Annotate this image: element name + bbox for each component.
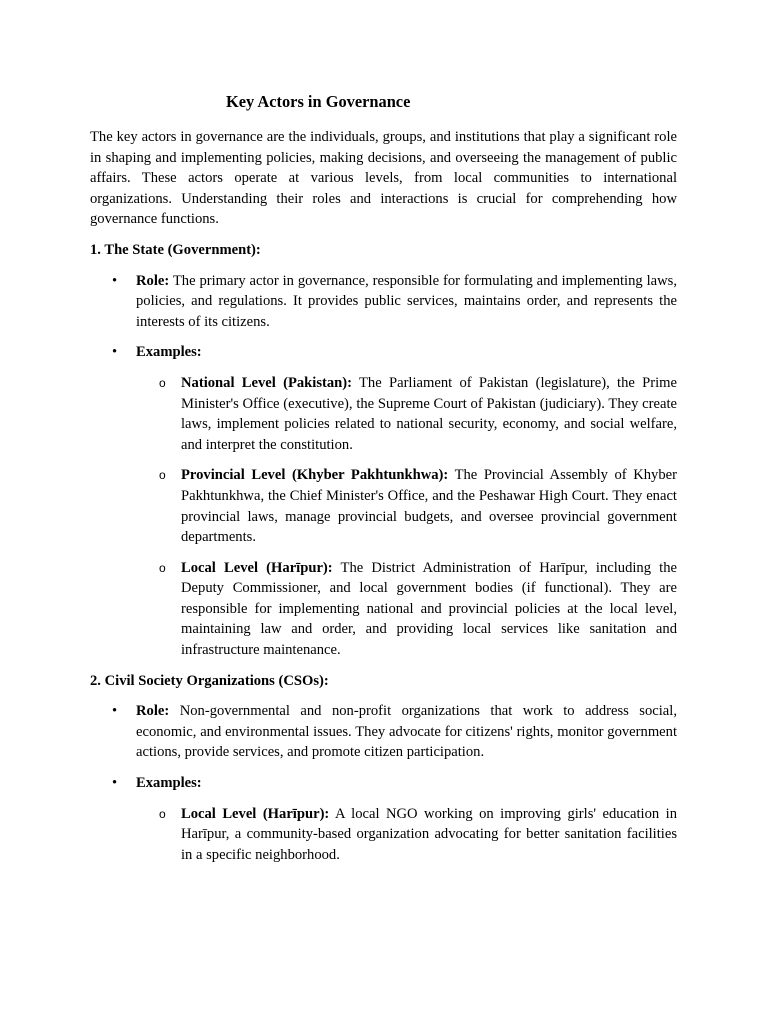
example-text: The District Administration of Harīpur, including the Deputy Commissioner, and local government bodies (if functional). They are responsible for implementing national and provincial policies at the local level, maintaining law and order, and providing local services like sanitation and infrastructure maintenance. (181, 559, 677, 659)
role-label: Role: (136, 703, 170, 720)
circle-bullet-icon: o (159, 560, 166, 575)
bullet-list (90, 271, 677, 661)
list-item (90, 701, 677, 763)
sub-list-item (136, 558, 677, 661)
list-item (90, 342, 677, 660)
sub-bullet-list (136, 373, 677, 661)
example-label: National Level (Pakistan): (181, 374, 353, 391)
sub-list-item (136, 804, 677, 866)
bullet-icon: • (112, 775, 118, 792)
example-text: A local NGO working on improving girls' education in Harīpur, a community-based organization advocating for better sanitation facilities in a specific neighborhood. (181, 805, 678, 863)
document-page (90, 90, 677, 875)
list-item (90, 271, 677, 333)
section (90, 671, 677, 866)
bullet-icon: • (112, 703, 118, 720)
example-text: The Provincial Assembly of Khyber Pakhtunkhwa, the Chief Minister's Office, and the Peshawar High Court. They enact provincial laws, manage provincial budgets, and oversee provincial government departments. (181, 467, 677, 546)
sub-list-item (136, 373, 677, 455)
example-label: Local Level (Harīpur): (181, 559, 333, 576)
role-text: Non-governmental and non-profit organizations that work to address social, economic, and environmental issues. They advocate for citizens' rights, monitor government actions, provide services, and promote citizen participation. (136, 703, 677, 761)
role-text: The primary actor in governance, responsible for formulating and implementing laws, policies, and regulations. It provides public services, maintains order, and represents the interests of its citizens. (136, 272, 677, 330)
section-heading: 1. The State (Government): (90, 241, 261, 258)
circle-bullet-icon: o (159, 806, 166, 821)
example-label: Local Level (Harīpur): (181, 805, 330, 822)
examples-label: Examples: (136, 775, 202, 792)
circle-bullet-icon: o (159, 468, 166, 483)
bullet-list (90, 701, 677, 865)
sub-bullet-list (136, 804, 677, 866)
bullet-icon: • (112, 272, 118, 289)
examples-label: Examples: (136, 344, 202, 361)
sub-list-item (136, 465, 677, 547)
section-heading: 2. Civil Society Organizations (CSOs): (90, 672, 329, 689)
section (90, 240, 677, 661)
example-text: The Parliament of Pakistan (legislature), the Prime Minister's Office (executive), the Supreme Court of Pakistan (judiciary). They create laws, implement policies related to national security, economy, and social welfare, and interpret the constitution. (181, 374, 677, 453)
bullet-icon: • (112, 344, 118, 361)
intro-paragraph: The key actors in governance are the individuals, groups, and institutions that play a significant role in shaping and implementing policies, making decisions, and overseeing the management of public affairs. These actors operate at various levels, from local communities to international organizations. Understanding their roles and interactions is crucial for comprehending how governance functions. (90, 129, 677, 228)
example-label: Provincial Level (Khyber Pakhtunkhwa): (181, 467, 449, 484)
role-label: Role: (136, 272, 170, 289)
circle-bullet-icon: o (159, 375, 166, 390)
list-item (90, 773, 677, 865)
document-title: Key Actors in Governance (226, 92, 411, 111)
